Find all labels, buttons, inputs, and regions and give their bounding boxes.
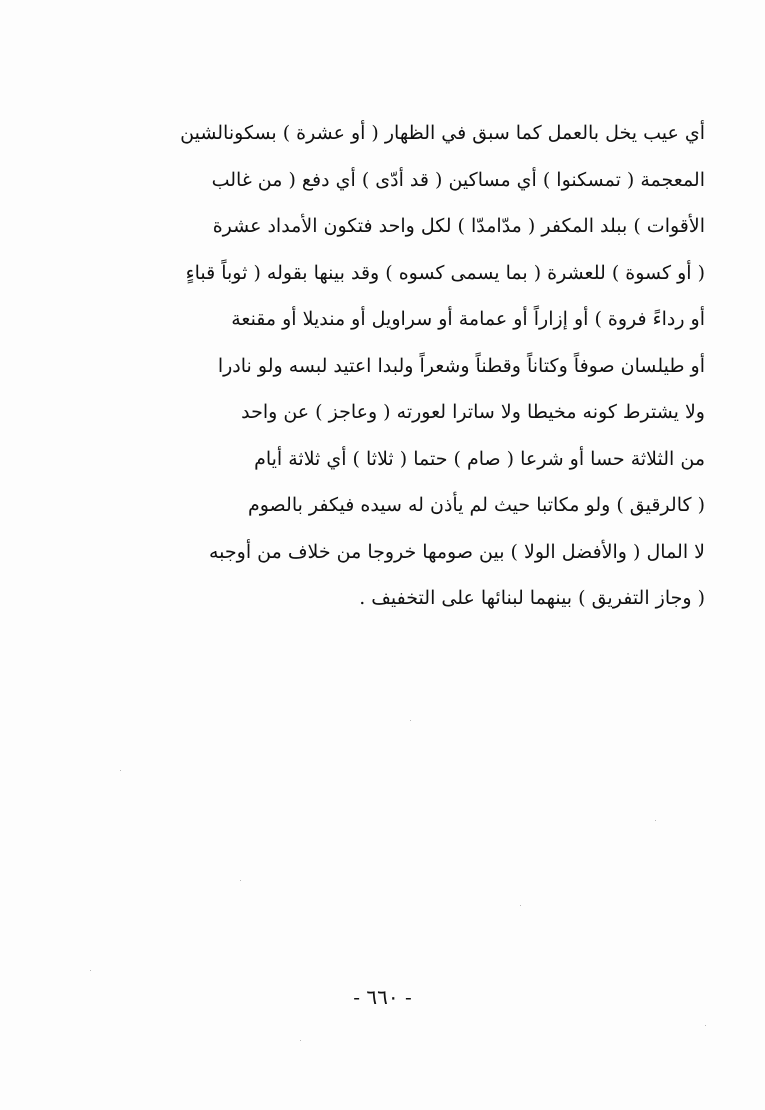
text-line-2: المعجمة ( تمسكنوا ) أي مساكين ( قد أدّى ) أي دفع ( من غالب bbox=[211, 168, 705, 191]
scan-speck bbox=[240, 880, 241, 881]
scan-speck bbox=[410, 720, 411, 721]
body-text bbox=[65, 110, 705, 622]
text-line-5: أو رداءً فروة ) أو إزاراً أو عمامة أو سراويل أو منديلا أو مقنعة bbox=[231, 308, 705, 330]
text-line-8: من الثلاثة حسا أو شرعا ( صام ) حتما ( ثلاثا ) أي ثلاثة أيام bbox=[254, 447, 705, 470]
page-number: - ٦٦٠ - bbox=[353, 985, 412, 1009]
scan-speck bbox=[120, 770, 121, 771]
text-line-9: ( كالرقيق ) ولو مكاتبا حيث لم يأذن له سيده فيكفر بالصوم bbox=[247, 494, 705, 516]
text-line-11: ( وجاز التفريق ) بينهما لبنائها على التخفيف . bbox=[359, 587, 705, 609]
text-line-10: لا المال ( والأفضل الولا ) بين صومها خروجا من خلاف من أوجبه bbox=[208, 540, 705, 563]
scan-speck bbox=[705, 1025, 706, 1026]
scan-speck bbox=[655, 820, 656, 821]
text-line-4: ( أو كسوة ) للعشرة ( بما يسمى كسوه ) وقد بينها بقوله ( ثوباً قباءٍ bbox=[185, 261, 705, 284]
scan-speck bbox=[300, 1040, 301, 1041]
scan-speck bbox=[90, 970, 91, 971]
text-line-1: أي عيب يخل بالعمل كما سبق في الظهار ( أو عشرة ) بسكونالشين bbox=[180, 122, 705, 144]
text-line-6: أو طيلسان صوفاً وكتاناً وقطناً وشعراً ولبدا اعتيد لبسه ولو نادرا bbox=[217, 354, 705, 377]
scan-speck bbox=[520, 905, 521, 906]
text-line-7: ولا يشترط كونه مخيطا ولا ساترا لعورته ( وعاجز ) عن واحد bbox=[241, 401, 705, 423]
text-line-3: الأقوات ) ببلد المكفر ( مدّامدّا ) لكل واحد فتكون الأمداد عشرة bbox=[212, 215, 705, 237]
